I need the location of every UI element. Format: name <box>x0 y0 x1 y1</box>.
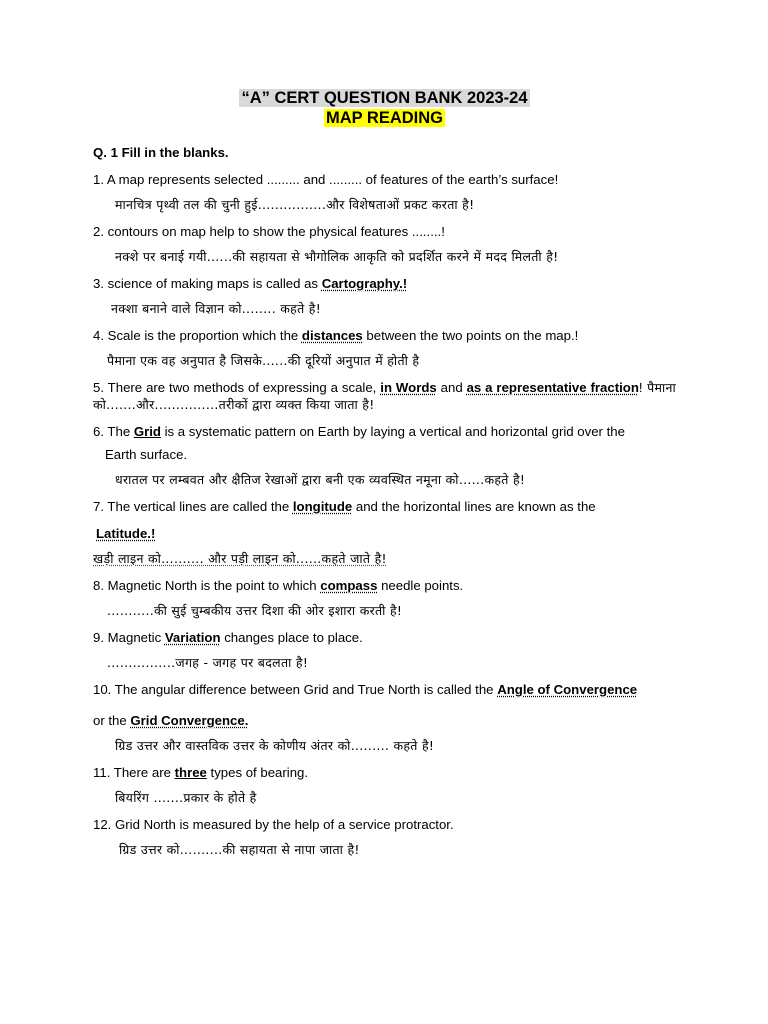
question-7-hindi: खड़ी लाइन को.......... और पड़ी लाइन को......कहते जाते है! <box>93 551 387 566</box>
answer-cartography: Cartography.! <box>321 276 408 291</box>
answer-latitude: Latitude.! <box>96 526 156 541</box>
question-7-english-cont <box>93 525 676 542</box>
document-subtitle: MAP READING <box>325 109 444 127</box>
question-4-hindi: पैमाना एक वह अनुपात है जिसके......की दूरियों अनुपात में होती है <box>107 353 420 368</box>
question-1-hindi: मानचित्र पृथ्वी तल की चुनी हुई................और विशेषताओं प्रकट करता है! <box>115 197 475 212</box>
question-5-english: 5. There are two methods of expressing a scale, in Words and as a representative fraction! पैमाना को.......और...............तरीकों द्वारा व्यक्त किया जाता है! <box>93 380 676 412</box>
question-2-english: 2. contours on map help to show the physical features ........! <box>93 224 445 239</box>
answer-distances: distances <box>301 328 363 343</box>
question-8-english: 8. Magnetic North is the point to which compass needle points. <box>93 578 464 593</box>
question-10-hindi: ग्रिड उत्तर और वास्तविक उत्तर के कोणीय अंतर को......... कहते है! <box>115 738 435 753</box>
answer-longitude: longitude <box>292 499 353 514</box>
answer-grid-convergence: Grid Convergence. <box>130 713 249 728</box>
question-3-hindi: नक्शा बनाने वाले विज्ञान को........ कहते है! <box>111 301 322 316</box>
question-12-hindi: ग्रिड उत्तर को..........की सहायता से नापा जाता है! <box>119 842 360 857</box>
answer-in-words: in Words <box>380 380 437 395</box>
question-11-hindi: बियरिंग .......प्रकार के होते है <box>115 790 257 805</box>
question-10-english: 10. The angular difference between Grid and True North is called the Angle of Convergence <box>93 682 638 697</box>
document-title: “A” CERT QUESTION BANK 2023-24 <box>241 89 528 107</box>
answer-three: three <box>174 765 207 780</box>
question-2-hindi: नक्शे पर बनाई गयी......की सहायता से भौगोलिक आकृति को प्रदर्शित करने में मदद मिलती है! <box>115 249 559 264</box>
question-6-english: 6. The Grid is a systematic pattern on Earth by laying a vertical and horizontal grid over the <box>93 424 625 439</box>
answer-grid: Grid <box>133 424 161 439</box>
question-11-english: 11. There are three types of bearing. <box>93 765 309 780</box>
document-page <box>93 88 676 858</box>
answer-compass: compass <box>320 578 378 593</box>
answer-representative-fraction: as a representative fraction <box>466 380 639 395</box>
question-8-hindi: ...........की सुई चुम्बकीय उत्तर दिशा की ओर इशारा करती है! <box>107 603 403 618</box>
question-7-english: 7. The vertical lines are called the longitude and the horizontal lines are known as the <box>93 499 596 514</box>
question-9-english: 9. Magnetic Variation changes place to place. <box>93 630 363 645</box>
answer-angle-of-convergence: Angle of Convergence <box>497 682 638 697</box>
question-4-english: 4. Scale is the proportion which the distances between the two points on the map.! <box>93 328 579 343</box>
question-3-english: 3. science of making maps is called as Cartography.! <box>93 276 408 291</box>
section-heading: Q. 1 Fill in the blanks. <box>93 145 229 160</box>
question-1-english: 1. A map represents selected ......... and ......... of features of the earth’s surface! <box>93 172 559 187</box>
answer-variation: Variation <box>164 630 221 645</box>
question-5-hindi: पैमाना को.......और...............तरीकों द्वारा व्यक्त किया जाता है! <box>93 380 676 412</box>
question-6-english-cont: Earth surface. <box>105 447 188 462</box>
question-6-hindi: धरातल पर लम्बवत और क्षैतिज रेखाओं द्वारा बनी एक व्यवस्थित नमूना को......कहते है! <box>115 472 526 487</box>
question-9-hindi: ................जगह - जगह पर बदलता है! <box>107 655 309 670</box>
question-12-english: 12. Grid North is measured by the help of a service protractor. <box>93 817 454 832</box>
question-10-english-cont: or the Grid Convergence. <box>93 713 249 728</box>
